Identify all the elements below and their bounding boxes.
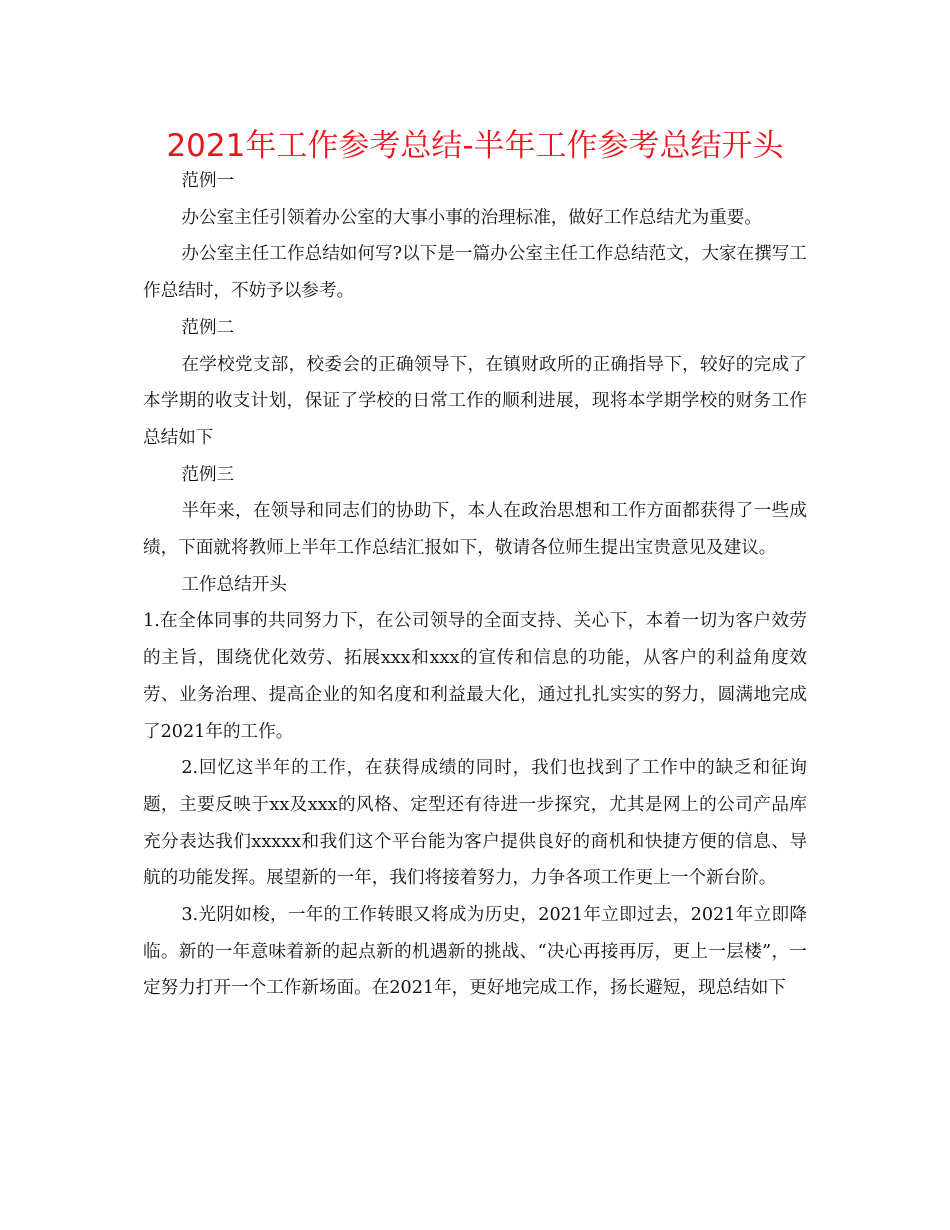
numbered-paragraph-3: 3.光阴如梭，一年的工作转眼又将成为历史，2021年立即过去，2021年立即降临。新的一年意味着新的起点新的机遇新的挑战、“决心再接再厉，更上一层楼”，一定努力打开一个工作新场面。在2021年，更好地完成工作，扬长避短，现总结如下 — [143, 905, 807, 999]
paragraph: 在学校党支部，校委会的正确领导下，在镇财政所的正确指导下，较好的完成了本学期的收支计划，保证了学校的日常工作的顺利进展，现将本学期学校的财务工作总结如下 — [143, 354, 807, 448]
paragraph-example-1-heading: 范例一 — [181, 171, 235, 191]
document-title: 2021年工作参考总结-半年工作参考总结开头 — [166, 128, 784, 164]
paragraph: 办公室主任引领着办公室的大事小事的治理标准，做好工作总结尤为重要。 — [181, 207, 762, 228]
section-heading-summary-opening: 工作总结开头 — [181, 574, 287, 595]
numbered-paragraph-1: 1.在全体同事的共同努力下，在公司领导的全面支持、关心下，本着一切为客户效劳的主旨，围绕优化效劳、拓展xxx和xxx的宣传和信息的功能，从客户的利益角度效劳、业务治理、提高企业的知名度和利益最大化，通过扎扎实实的努力，圆满地完成了2021年的工作。 — [143, 611, 807, 742]
numbered-paragraph-2: 2.回忆这半年的工作，在获得成绩的同时，我们也找到了工作中的缺乏和征询题，主要反映于xx及xxx的风格、定型还有待进一步探究，尤其是网上的公司产品库充分表达我们xxxxx和我们这个平台能为客户提供良好的商机和快捷方便的信息、导航的功能发挥。展望新的一年，我们将接着努力，力争各项工作更上一个新台阶。 — [143, 758, 807, 889]
paragraph-example-3-heading: 范例三 — [181, 464, 235, 485]
paragraph: 半年来，在领导和同志们的协助下，本人在政治思想和工作方面都获得了一些成绩，下面就将教师上半年工作总结汇报如下，敬请各位师生提出宝贵意见及建议。 — [143, 501, 807, 559]
paragraph: 办公室主任工作总结如何写?以下是一篇办公室主任工作总结范文，大家在撰写工作总结时，不妨予以参考。 — [143, 244, 807, 302]
paragraph-example-2-heading: 范例二 — [181, 317, 235, 338]
document-body — [143, 163, 807, 1007]
